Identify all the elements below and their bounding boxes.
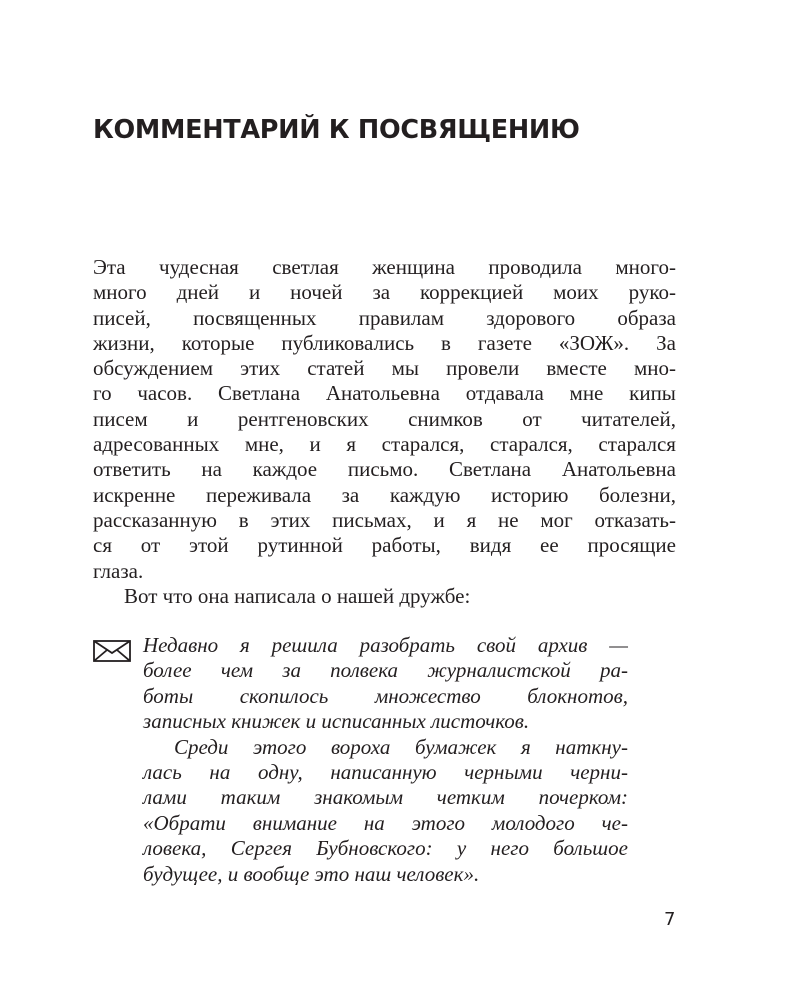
quote-text <box>143 633 628 887</box>
page-number: 7 <box>664 909 676 930</box>
body-line: писем и рентгеновских снимков от читателей, <box>93 406 676 431</box>
quote-line: будущее, и вообще это наш человек». <box>143 861 480 886</box>
body-line: писей, посвященных правилам здорового образа <box>93 305 676 330</box>
quote-line: лась на одну, написанную черными черни- <box>143 759 628 784</box>
envelope-icon <box>93 640 131 662</box>
body-line: Вот что она написала о нашей дружбе: <box>124 583 471 608</box>
quote-line: записных книжек и исписанных листочков. <box>143 709 530 734</box>
body-line: ся от этой рутинной работы, видя ее просящие <box>93 533 676 558</box>
quote-line: Среди этого вороха бумажек я наткну- <box>174 734 628 759</box>
body-line: ответить на каждое письмо. Светлана Анатольевна <box>93 457 676 482</box>
body-line: жизни, которые публиковались в газете «ЗОЖ». За <box>93 330 676 355</box>
body-line: искренне переживала за каждую историю болезни, <box>93 482 676 507</box>
chapter-heading: КОММЕНТАРИЙ К ПОСВЯЩЕНИЮ <box>93 115 580 145</box>
quote-line: «Обрати внимание на этого молодого че- <box>143 810 628 835</box>
body-line: обсуждением этих статей мы провели вместе мно- <box>93 356 676 381</box>
quote-line: лами таким знакомым четким почерком: <box>143 785 628 810</box>
quote-line: ловека, Сергея Бубновского: у него большое <box>143 836 628 861</box>
body-line: глаза. <box>93 558 144 583</box>
quote-line: Недавно я решила разобрать свой архив — <box>143 633 628 657</box>
body-line: много дней и ночей за коррекцией моих руко- <box>93 280 676 305</box>
body-line: адресованных мне, и я старался, старался, старался <box>93 432 676 457</box>
body-line: рассказанную в этих письмах, и я не мог отказать- <box>93 507 676 532</box>
quote-line: боты скопилось множество блокнотов, <box>143 683 628 708</box>
body-line: го часов. Светлана Анатольевна отдавала мне кипы <box>93 381 676 406</box>
body-line: Эта чудесная светлая женщина проводила много- <box>93 255 676 279</box>
body-text <box>93 255 676 609</box>
quote-line: более чем за полвека журналистской ра- <box>143 658 628 683</box>
